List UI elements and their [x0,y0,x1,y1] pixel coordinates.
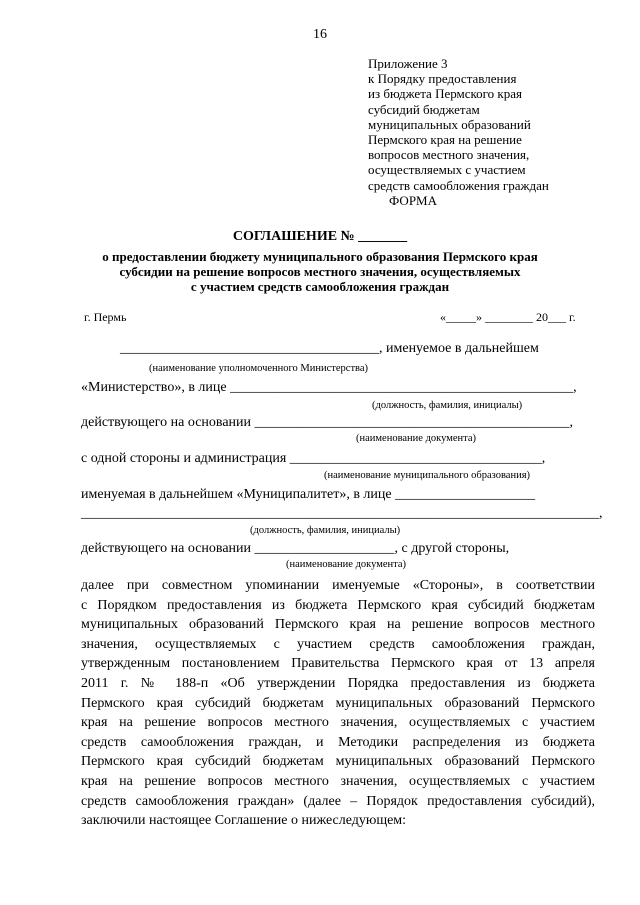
appendix-line: к Порядку предоставления [368,71,517,87]
administration-caption: (наименование муниципального образования) [324,470,531,481]
page-number: 16 [313,27,327,42]
municipality-line: именуемая в дальнейшем «Муниципалитет», в лице ____________________ [81,487,536,502]
appendix-line: муниципальных образований [368,116,531,132]
ministry-name-caption: (наименование уполномоченного Министерства) [149,363,369,374]
paragraph-line: муниципальных образований Пермского края на решение вопросов местного [81,617,595,633]
paragraph-line: средств самообложения граждан» (далее – Порядок предоставления субсидий), [81,793,595,809]
paragraph-line: края на решение вопросов местного значения, осуществляемых с участием [81,715,595,731]
subtitle-line: о предоставлении бюджету муниципального образования Пермского края [102,249,538,264]
municipality-basis-caption: (наименование документа) [286,559,407,570]
ministry-basis-caption: (наименование документа) [356,433,477,444]
subtitle-line: субсидии на решение вопросов местного значения, осуществляемых [119,264,521,279]
appendix-line: средств самообложения граждан [368,177,549,193]
appendix-line: из бюджета Пермского края [368,86,523,102]
ministry-representative-caption: (должность, фамилия, инициалы) [372,400,523,411]
date-field: «_____» ________ 20___ г. [440,310,576,324]
ministry-representative-line: «Министерство», в лице _________________________________________________, [81,380,577,395]
municipality-representative-caption: (должность, фамилия, инициалы) [250,525,401,536]
paragraph-line: с Порядком предоставления из бюджета Пермского края субсидий бюджетам [81,597,595,613]
place-of-signing: г. Пермь [84,310,127,324]
paragraph-line: утвержденным постановлением Правительства Пермского края от 13 апреля [81,656,595,672]
paragraph-line: заключили настоящее Соглашение о нижеследующем: [81,813,407,829]
municipality-basis-line: действующего на основании ____________________, с другой стороны, [81,541,510,556]
paragraph-line: края на решение вопросов местного значения, осуществляемых с участием [81,773,595,789]
appendix-line: Пермского края на решение [368,132,522,148]
paragraph-line: Пермского края субсидий бюджетам муниципальных образований Пермского [81,695,595,711]
appendix-note [368,56,549,193]
paragraph-line: значения, осуществляемых с участием средств самообложения граждан, [81,636,595,652]
paragraph-line: средств самообложения граждан, и Методики распределения из бюджета [81,734,595,750]
appendix-line: субсидий бюджетам [368,101,480,117]
preamble-paragraph [81,576,595,831]
subtitle-line: с участием средств самообложения граждан [190,279,450,294]
agreement-title: СОГЛАШЕНИЕ № _______ [232,229,408,244]
appendix-line: осуществляемых с участием [368,162,526,178]
ministry-name-line: _____________________________________, именуемое в дальнейшем [120,341,539,356]
paragraph-line: Пермского края субсидий бюджетам муниципальных образований Пермского [81,754,595,770]
form-label: ФОРМА [389,193,437,208]
administration-line: с одной стороны и администрация ____________________________________, [81,451,546,466]
appendix-line: Приложение 3 [368,56,448,71]
appendix-line: вопросов местного значения, [368,147,530,163]
agreement-subtitle [0,249,640,294]
municipality-representative-line: __________________________________________________________________________, [81,506,603,521]
ministry-basis-line: действующего на основании _____________________________________________, [81,415,574,430]
paragraph-line: далее при совместном упоминании именуемые «Стороны», в соответствии [81,578,595,593]
paragraph-line: 2011 г. № 188-п «Об утверждении Порядка предоставления из бюджета [81,675,595,691]
